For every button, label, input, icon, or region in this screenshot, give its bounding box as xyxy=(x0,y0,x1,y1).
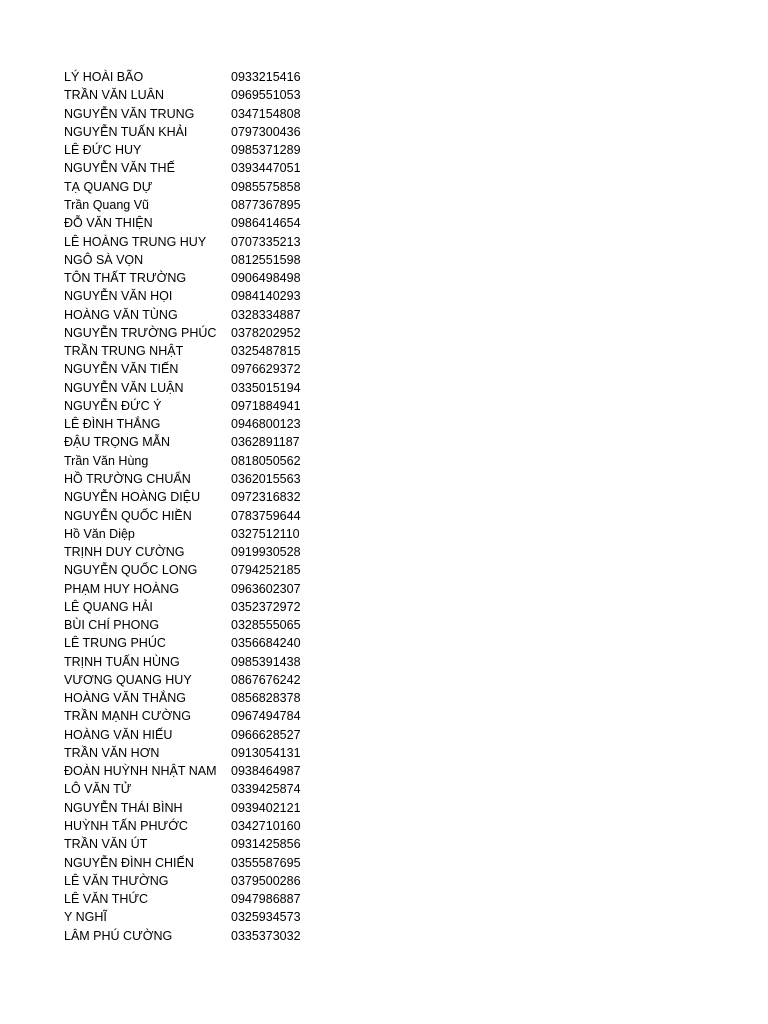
contact-phone: 0856828378 xyxy=(231,691,301,706)
contact-name: NGUYỄN VĂN TRUNG xyxy=(64,106,195,121)
contact-phone: 0342710160 xyxy=(231,819,301,834)
contact-phone: 0933215416 xyxy=(231,70,301,85)
contact-phone: 0362891187 xyxy=(231,435,300,450)
contact-row xyxy=(64,579,324,597)
contact-row xyxy=(64,506,324,524)
contact-phone: 0327512110 xyxy=(231,526,300,541)
contact-phone: 0328334887 xyxy=(231,307,301,322)
contact-row xyxy=(64,616,324,634)
contact-name: PHẠM HUY HOÀNG xyxy=(64,581,180,596)
contact-name: TRỊNH TUẤN HÙNG xyxy=(64,654,180,669)
contact-name: TẠ QUANG DỰ xyxy=(64,179,153,194)
contact-row xyxy=(64,908,324,926)
contact-row xyxy=(64,744,324,762)
contact-name: NGUYỄN VĂN THẾ xyxy=(64,161,175,176)
contact-name: Hồ Văn Diệp xyxy=(64,526,135,541)
contact-name: VƯƠNG QUANG HUY xyxy=(64,672,192,687)
contact-row xyxy=(64,305,324,323)
contact-phone: 0913054131 xyxy=(231,745,301,760)
contact-name: LÊ QUANG HẢI xyxy=(64,599,153,614)
contact-row xyxy=(64,543,324,561)
contact-name: LÊ ĐÌNH THẮNG xyxy=(64,417,161,432)
contact-phone: 0985371289 xyxy=(231,143,301,158)
contact-row xyxy=(64,342,324,360)
contact-row xyxy=(64,890,324,908)
contact-name: LÊ VĂN THƯỜNG xyxy=(64,873,169,888)
contact-name: BÙI CHÍ PHONG xyxy=(64,618,160,633)
contact-phone: 0356684240 xyxy=(231,636,301,651)
contact-name: HOÀNG VĂN THẮNG xyxy=(64,691,187,706)
contact-phone: 0328555065 xyxy=(231,618,301,633)
contact-phone: 0335373032 xyxy=(231,928,301,943)
contact-row xyxy=(64,123,324,141)
contact-row xyxy=(64,452,324,470)
contact-name: NGUYỄN VĂN LUẬN xyxy=(64,380,184,395)
contact-phone: 0362015563 xyxy=(231,471,301,486)
contact-phone: 0325487815 xyxy=(231,344,301,359)
contact-row xyxy=(64,105,324,123)
contact-row xyxy=(64,433,324,451)
contact-row xyxy=(64,470,324,488)
contact-row xyxy=(64,68,324,86)
contact-name: NGÔ SÀ VỌN xyxy=(64,252,144,267)
contact-name: TRẦN MẠNH CƯỜNG xyxy=(64,709,191,724)
contact-phone: 0707335213 xyxy=(231,234,301,249)
contact-phone: 0931425856 xyxy=(231,837,301,852)
contact-row xyxy=(64,872,324,890)
contact-name: LÊ VĂN THỨC xyxy=(64,892,149,907)
contact-phone: 0971884941 xyxy=(231,398,301,413)
contact-phone: 0969551053 xyxy=(231,88,301,103)
contact-row xyxy=(64,762,324,780)
contact-row xyxy=(64,634,324,652)
contact-name: NGUYỄN QUỐC LONG xyxy=(64,563,198,578)
contact-name: NGUYỄN VĂN TIẾN xyxy=(64,362,179,377)
contact-row xyxy=(64,159,324,177)
contact-phone: 0976629372 xyxy=(231,362,301,377)
contact-row xyxy=(64,232,324,250)
contact-name: HOÀNG VĂN TÙNG xyxy=(64,307,178,322)
contact-phone: 0984140293 xyxy=(231,289,301,304)
contact-phone: 0797300436 xyxy=(231,124,301,139)
contact-name: LÝ HOÀI BÃO xyxy=(64,70,144,85)
contact-row xyxy=(64,598,324,616)
contact-name: TRẦN VĂN ÚT xyxy=(64,837,148,852)
contact-name: TRẦN VĂN LUÂN xyxy=(64,88,165,103)
contact-row xyxy=(64,726,324,744)
contact-phone: 0379500286 xyxy=(231,873,301,888)
contact-name: TRẦN TRUNG NHẬT xyxy=(64,344,184,359)
contact-phone: 0939402121 xyxy=(231,800,301,815)
contact-name: TÔN THẤT TRƯỜNG xyxy=(64,271,187,286)
contact-name: LÊ ĐỨC HUY xyxy=(64,143,142,158)
contact-phone: 0393447051 xyxy=(231,161,301,176)
contact-row xyxy=(64,799,324,817)
contact-name: LÂM PHÚ CƯỜNG xyxy=(64,928,173,943)
contact-phone: 0355587695 xyxy=(231,855,301,870)
contact-row xyxy=(64,360,324,378)
contact-phone: 0794252185 xyxy=(231,563,301,578)
contact-phone: 0986414654 xyxy=(231,216,301,231)
contact-name: Trần Văn Hùng xyxy=(64,453,149,468)
contact-row xyxy=(64,86,324,104)
contact-phone: 0339425874 xyxy=(231,782,301,797)
contact-name: Trần Quang Vũ xyxy=(64,197,150,212)
contact-phone: 0867676242 xyxy=(231,672,301,687)
contact-phone: 0967494784 xyxy=(231,709,301,724)
contact-phone: 0812551598 xyxy=(231,252,301,267)
contact-row xyxy=(64,251,324,269)
contact-phone: 0919930528 xyxy=(231,545,301,560)
contact-phone: 0325934573 xyxy=(231,910,301,925)
contact-list xyxy=(64,68,324,945)
contact-phone: 0966628527 xyxy=(231,727,301,742)
contact-row xyxy=(64,196,324,214)
contact-name: HOÀNG VĂN HIẾU xyxy=(64,727,173,742)
contact-name: NGUYỄN ĐÌNH CHIẾN xyxy=(64,855,194,870)
contact-name: TRỊNH DUY CƯỜNG xyxy=(64,545,185,560)
contact-name: NGUYỄN TRƯỜNG PHÚC xyxy=(64,325,217,340)
contact-row xyxy=(64,141,324,159)
contact-phone: 0938464987 xyxy=(231,764,301,779)
contact-name: LÔ VĂN TỬ xyxy=(64,782,132,797)
contact-row xyxy=(64,287,324,305)
contact-name: TRẦN VĂN HƠN xyxy=(64,745,160,760)
contact-name: NGUYỄN VĂN HỌI xyxy=(64,289,173,304)
contact-phone: 0985391438 xyxy=(231,654,301,669)
contact-name: NGUYỄN TUẤN KHẢI xyxy=(64,124,188,139)
contact-name: NGUYỄN QUỐC HIỀN xyxy=(64,508,192,523)
contact-phone: 0347154808 xyxy=(231,106,301,121)
contact-phone: 0947986887 xyxy=(231,892,301,907)
contact-name: ĐẬU TRỌNG MẪN xyxy=(64,435,171,450)
contact-row xyxy=(64,397,324,415)
contact-row xyxy=(64,835,324,853)
contact-row xyxy=(64,926,324,944)
contact-row xyxy=(64,780,324,798)
contact-name: ĐOÀN HUỲNH NHẬT NAM xyxy=(64,764,217,779)
contact-phone: 0985575858 xyxy=(231,179,301,194)
contact-row xyxy=(64,415,324,433)
contact-phone: 0972316832 xyxy=(231,490,301,505)
contact-phone: 0335015194 xyxy=(231,380,301,395)
contact-name: Y NGHĨ xyxy=(64,910,107,925)
contact-name: NGUYỄN ĐỨC Ý xyxy=(64,398,162,413)
contact-phone: 0877367895 xyxy=(231,197,301,212)
contact-name: NGUYỄN HOÀNG DIỆU xyxy=(64,490,201,505)
contact-phone: 0946800123 xyxy=(231,417,301,432)
contact-name: LÊ TRUNG PHÚC xyxy=(64,636,166,651)
contact-row xyxy=(64,653,324,671)
contact-name: LÊ HOÀNG TRUNG HUY xyxy=(64,234,207,249)
contact-row xyxy=(64,379,324,397)
contact-row xyxy=(64,324,324,342)
contact-row xyxy=(64,488,324,506)
contact-name: HỒ TRƯỜNG CHUẨN xyxy=(64,471,191,486)
contact-phone: 0963602307 xyxy=(231,581,301,596)
contact-phone: 0783759644 xyxy=(231,508,301,523)
contact-row xyxy=(64,671,324,689)
contact-name: ĐỖ VĂN THIỆN xyxy=(64,216,153,231)
contact-row xyxy=(64,707,324,725)
contact-row xyxy=(64,269,324,287)
contact-row xyxy=(64,689,324,707)
contact-phone: 0378202952 xyxy=(231,325,301,340)
contact-phone: 0352372972 xyxy=(231,599,301,614)
contact-row xyxy=(64,853,324,871)
contact-row xyxy=(64,178,324,196)
contact-row xyxy=(64,561,324,579)
contact-row xyxy=(64,525,324,543)
contact-name: NGUYỄN THÁI BÌNH xyxy=(64,800,183,815)
contact-row xyxy=(64,817,324,835)
contact-phone: 0906498498 xyxy=(231,271,301,286)
contact-phone: 0818050562 xyxy=(231,453,301,468)
contact-name: HUỲNH TẤN PHƯỚC xyxy=(64,819,188,834)
contact-row xyxy=(64,214,324,232)
